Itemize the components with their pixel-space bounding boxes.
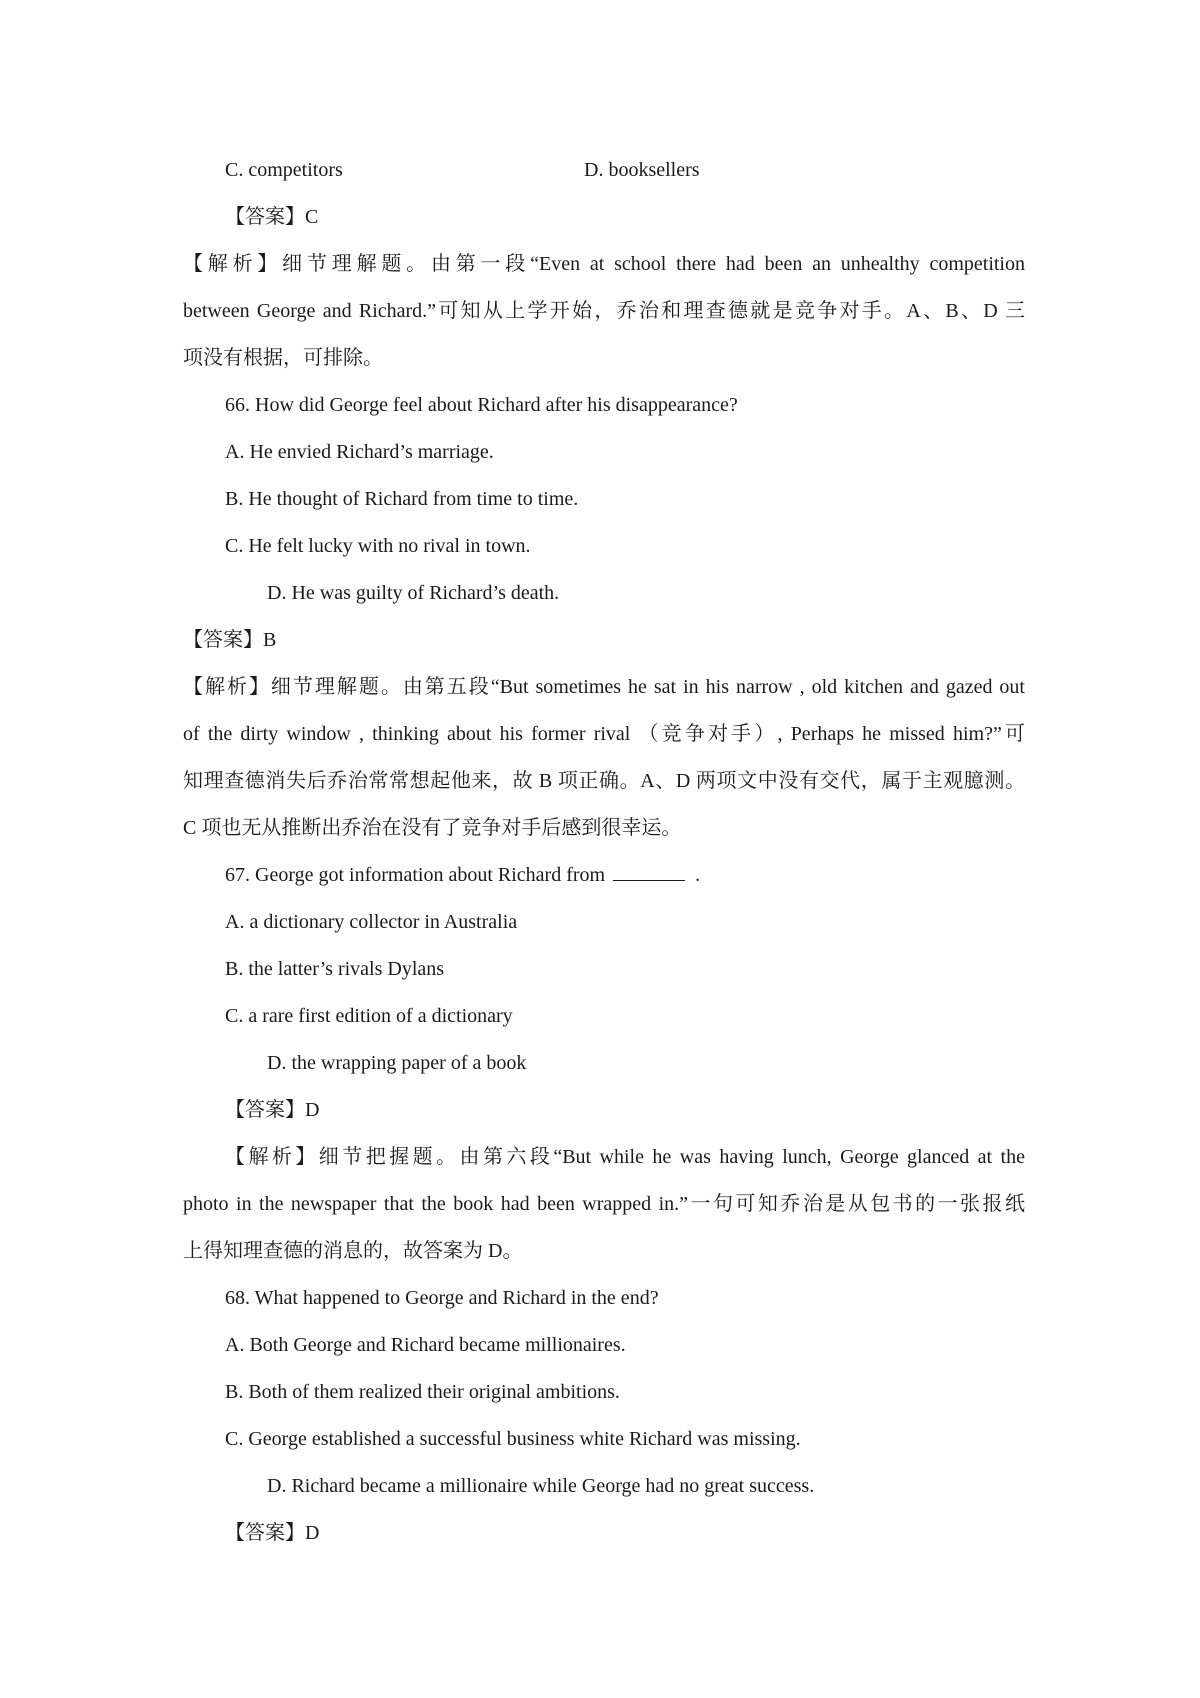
q67-option-a: A. a dictionary collector in Australia: [225, 911, 518, 933]
q66-analysis-line-4: C 项也无从推断出乔治在没有了竞争对手后感到很幸运。: [183, 817, 682, 839]
q68-question: 68. What happened to George and Richard in the end?: [225, 1287, 659, 1309]
q65-analysis-line-3: 项没有根据，可排除。: [183, 347, 383, 369]
q67-analysis-line-1: 【解析】细节把握题。由第六段“But while he was having lunch, George glanced at the: [225, 1146, 1025, 1168]
q66-analysis-line-1: 【解析】细节理解题。由第五段“But sometimes he sat in his narrow , old kitchen and gazed out: [183, 676, 1025, 698]
q68-option-c: C. George established a successful business white Richard was missing.: [225, 1428, 801, 1450]
q68-option-b: B. Both of them realized their original ambitions.: [225, 1381, 620, 1403]
q67-option-b: B. the latter’s rivals Dylans: [225, 958, 445, 980]
q66-option-b: B. He thought of Richard from time to time.: [225, 488, 579, 510]
q67-analysis-line-2: photo in the newspaper that the book had been wrapped in.”一句可知乔治是从包书的一张报纸: [183, 1193, 1025, 1215]
q68-option-a: A. Both George and Richard became millionaires.: [225, 1334, 626, 1356]
q67-option-d: D. the wrapping paper of a book: [267, 1052, 527, 1074]
q66-analysis-line-2: of the dirty window , thinking about his former rival （竞争对手）, Perhaps he missed him?”可: [183, 723, 1025, 745]
q65-option-d: D. booksellers: [584, 159, 700, 181]
q67-answer: 【答案】D: [225, 1099, 320, 1121]
q67-question: [225, 861, 700, 889]
q68-answer: 【答案】D: [225, 1522, 320, 1544]
q66-option-a: A. He envied Richard’s marriage.: [225, 441, 494, 463]
q65-answer: 【答案】C: [225, 206, 319, 228]
q66-option-c: C. He felt lucky with no rival in town.: [225, 535, 531, 557]
q66-answer: 【答案】B: [183, 629, 277, 651]
q66-option-d: D. He was guilty of Richard’s death.: [267, 582, 560, 604]
q65-analysis-line-1: 【解析】细节理解题。由第一段“Even at school there had been an unhealthy competition: [183, 253, 1025, 275]
q66-question: 66. How did George feel about Richard after his disappearance?: [225, 394, 738, 416]
q67-option-c: C. a rare first edition of a dictionary: [225, 1005, 513, 1027]
q66-analysis-line-3: 知理查德消失后乔治常常想起他来，故 B 项正确。A、D 两项文中没有交代，属于主观臆测。: [183, 770, 1025, 792]
q68-option-d: D. Richard became a millionaire while George had no great success.: [267, 1475, 815, 1497]
q67-analysis-line-3: 上得知理查德的消息的，故答案为 D。: [183, 1240, 523, 1262]
q65-analysis-line-2: between George and Richard.”可知从上学开始，乔治和理查德就是竞争对手。A、B、D 三: [183, 300, 1025, 322]
q67-question-end: .: [695, 864, 701, 886]
answer-blank: [613, 862, 685, 881]
q67-question-text: 67. George got information about Richard from: [225, 864, 606, 886]
q65-option-c: C. competitors: [225, 159, 343, 181]
